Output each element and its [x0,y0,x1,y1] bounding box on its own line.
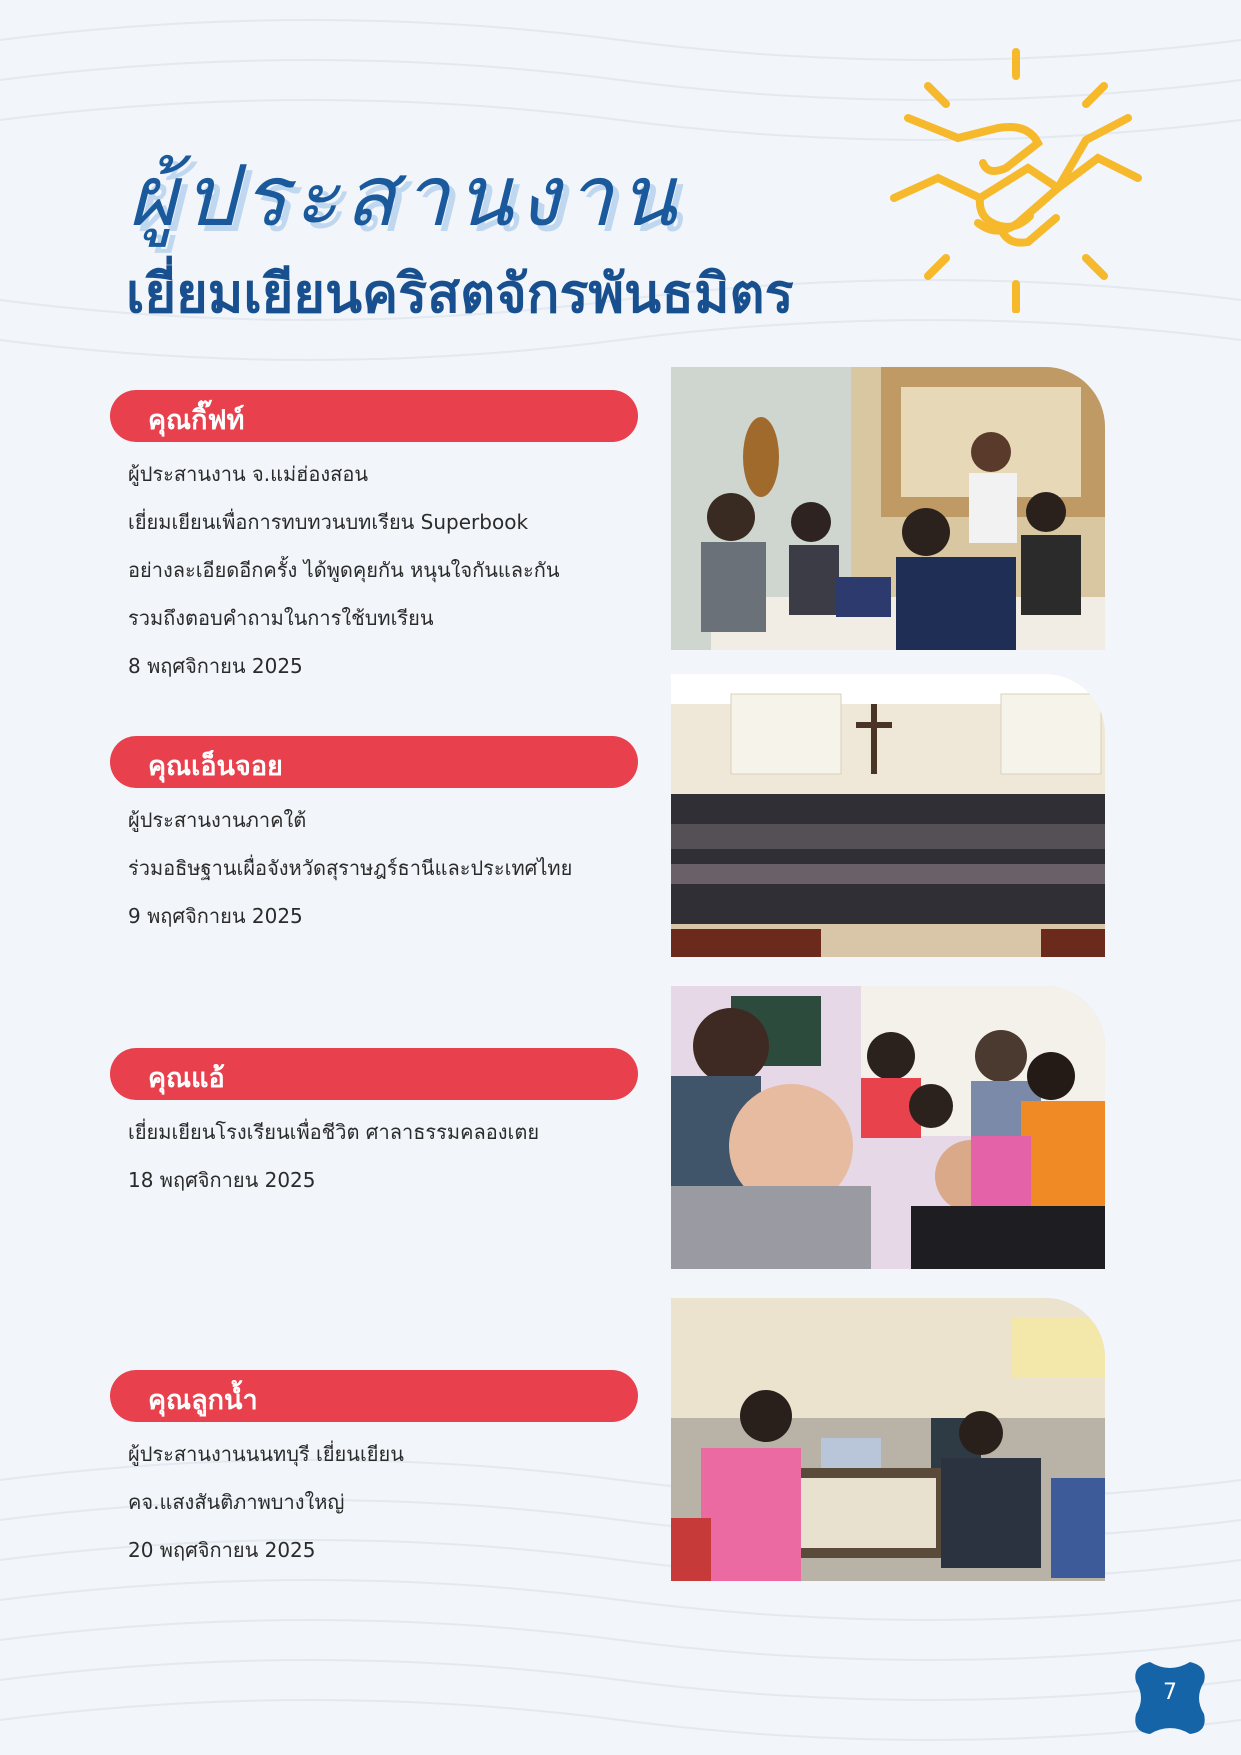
name-pill [110,390,638,442]
section-text [128,796,648,940]
section-name: คุณลูกน้ำ [148,1385,258,1416]
photo-superbook-review [671,367,1105,650]
text-line: รวมถึงตอบคำถามในการใช้บทเรียน [128,606,434,630]
text-line: ร่วมอธิษฐานเผื่อจังหวัดสุราษฎร์ธานีและประเทศไทย [128,856,573,880]
page-title: เยี่ยมเยียนคริสตจักรพันธมิตร [126,262,794,325]
name-pill [110,736,638,788]
section-text [128,1430,648,1574]
date-line: 20 พฤศจิกายน 2025 [128,1538,316,1562]
name-pill [110,1370,638,1422]
photo-school-selfie [671,986,1105,1269]
page-number: 7 [1163,1680,1177,1705]
name-pill [110,1048,638,1100]
date-line: 18 พฤศจิกายน 2025 [128,1168,316,1192]
handshake-sun-icon [888,48,1148,313]
text-line: อย่างละเอียดอีกครั้ง ได้พูดคุยกัน หนุนใจกันและกัน [128,558,560,582]
text-line: เยี่ยมเยียนเพื่อการทบทวนบทเรียน Superbook [128,510,529,534]
page-title-script: ผู้ประสานงาน [128,147,683,245]
photo-classroom-kids [671,1298,1105,1581]
text-line: ผู้ประสานงานนนทบุรี เยี่ยนเยียน [128,1442,404,1466]
text-line: คจ.แสงสันติภาพบางใหญ่ [128,1490,345,1514]
section-name: คุณกิ๊ฟท์ [148,405,245,436]
date-line: 9 พฤศจิกายน 2025 [128,904,303,928]
text-line: เยี่ยมเยียนโรงเรียนเพื่อชีวิต ศาลาธรรมคลองเตย [128,1120,540,1144]
text-line: ผู้ประสานงานภาคใต้ [128,808,307,832]
date-line: 8 พฤศจิกายน 2025 [128,654,303,678]
text-line: ผู้ประสานงาน จ.แม่ฮ่องสอน [128,462,369,486]
section-text [128,450,648,690]
section-name: คุณแอ้ [148,1063,225,1094]
photo-church-group [671,674,1105,957]
section-text [128,1108,648,1204]
section-name: คุณเอ็นจอย [148,751,283,782]
